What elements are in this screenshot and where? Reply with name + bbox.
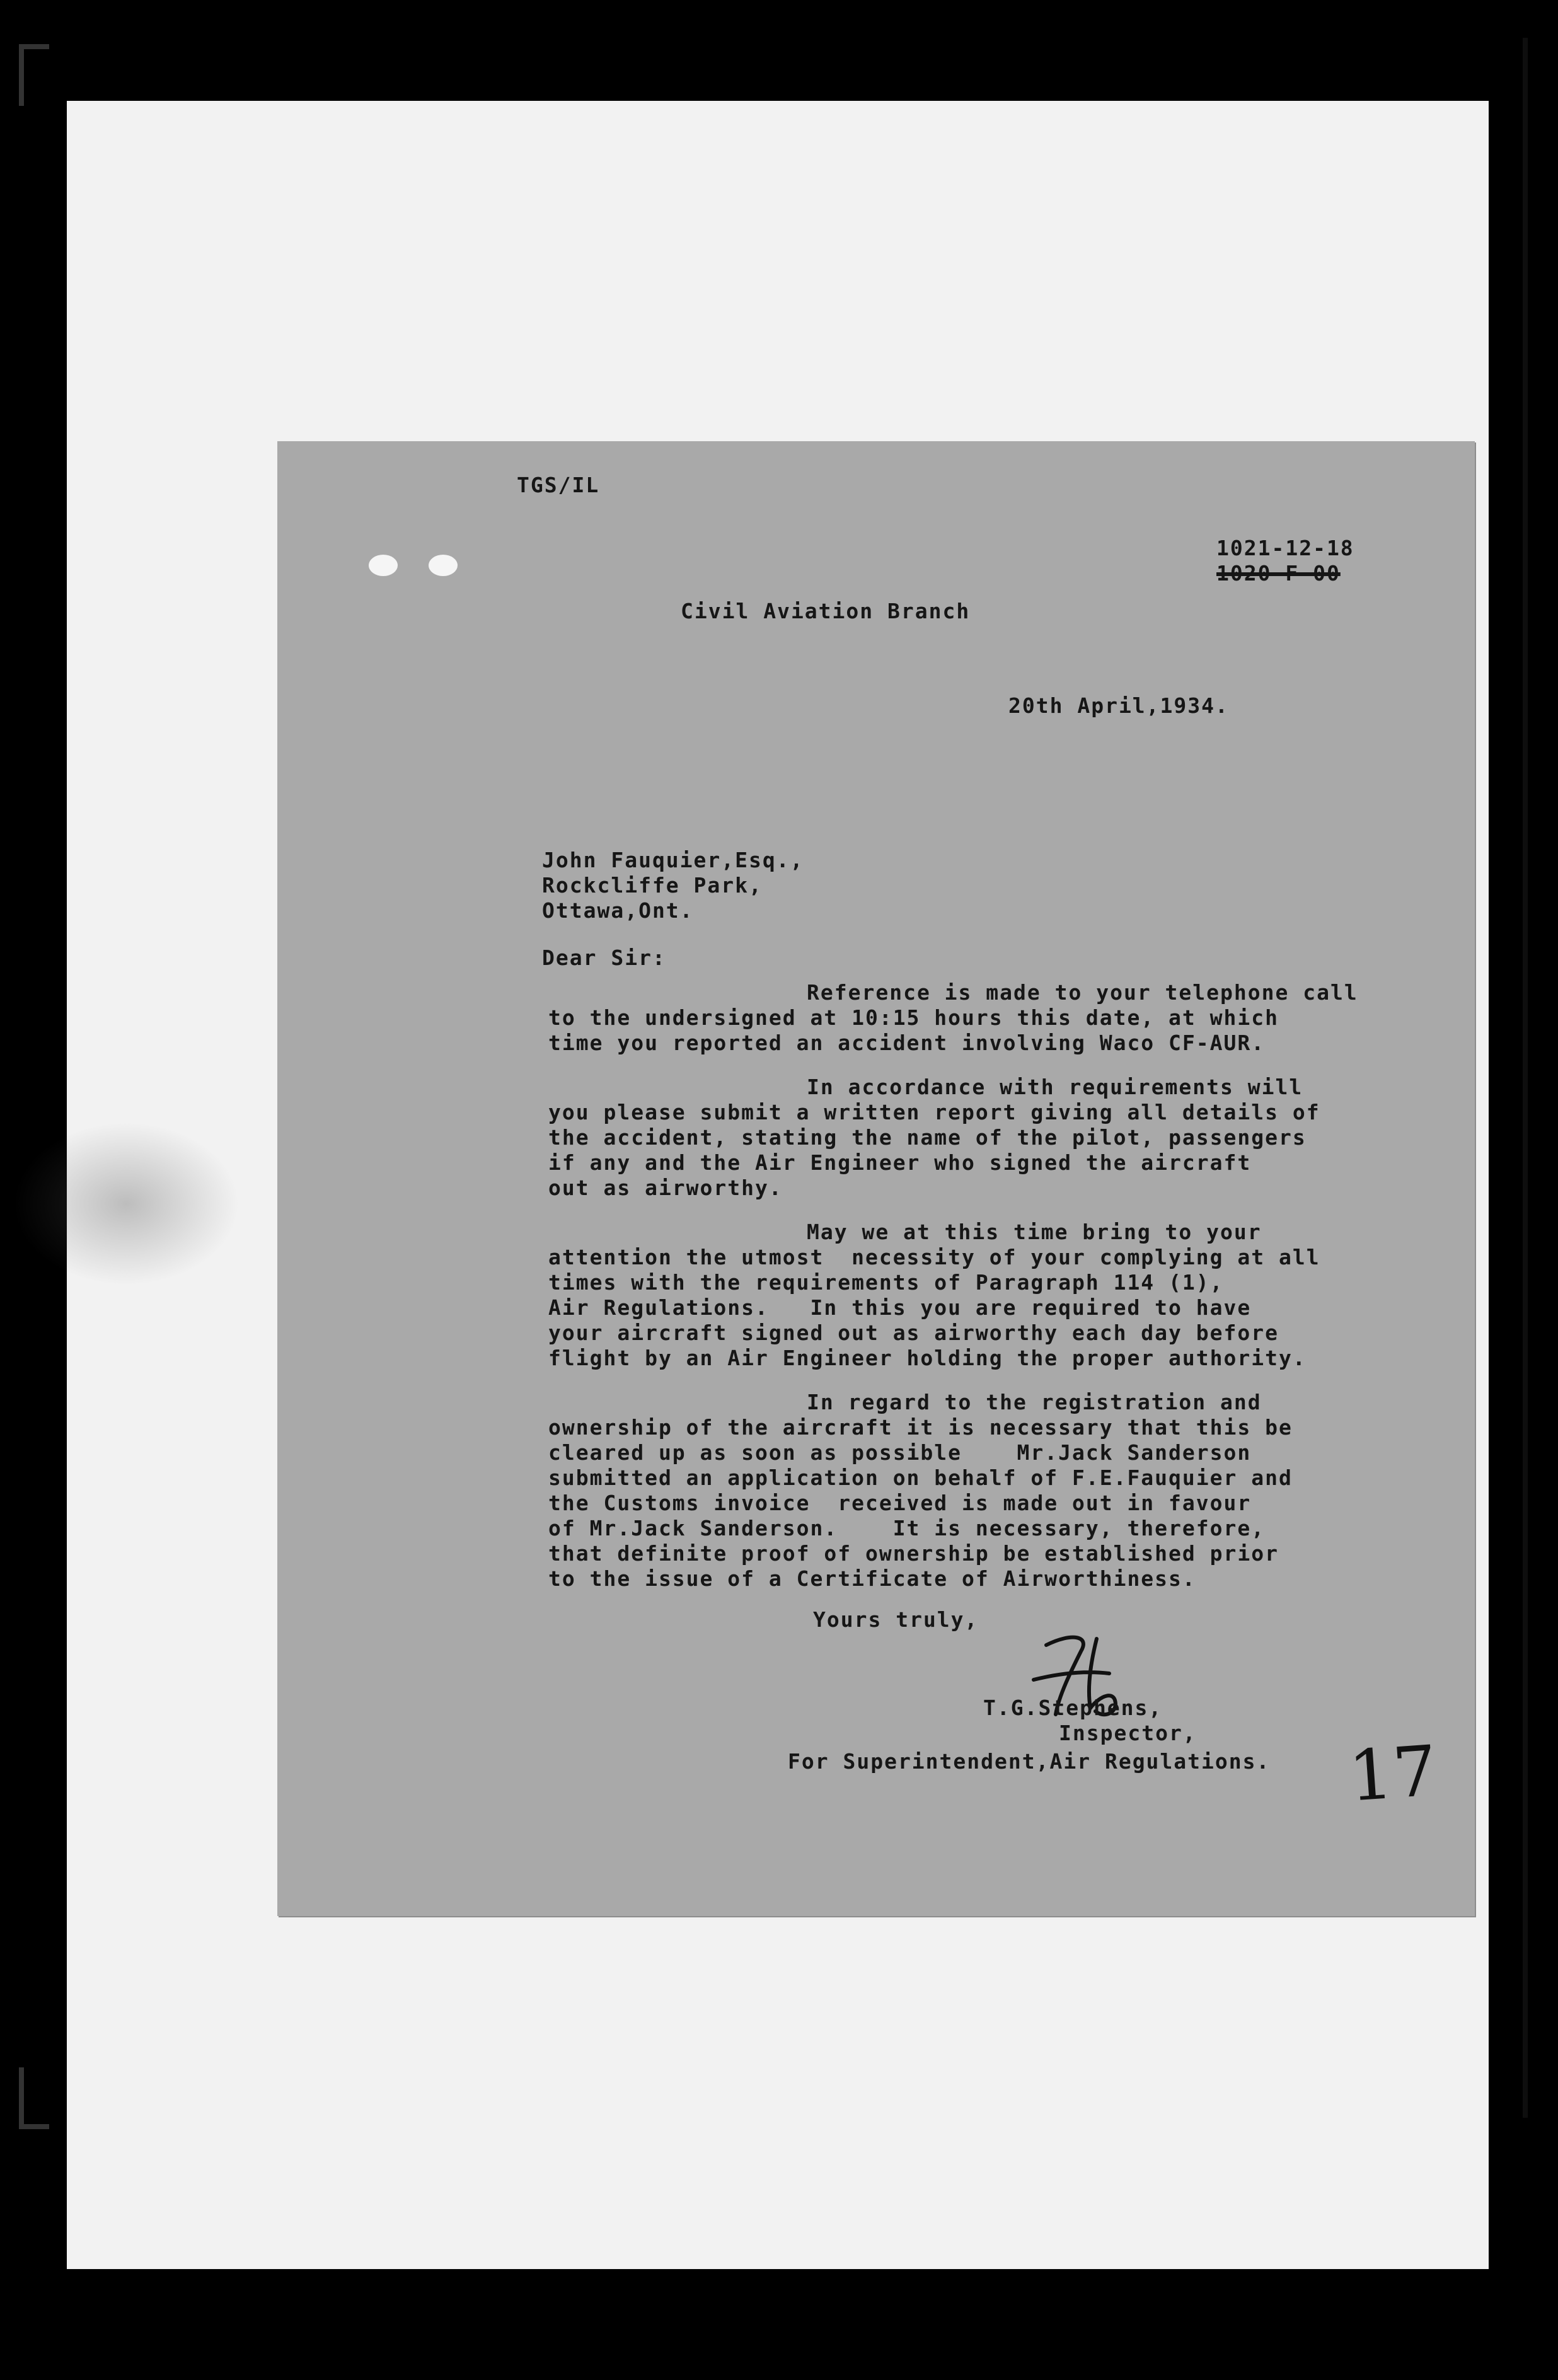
body-line: Reference is made to your telephone call xyxy=(807,980,1358,1005)
body-line: submitted an application on behalf of F.E.Fauquier and xyxy=(548,1465,1293,1490)
file-number: 1021-12-18 xyxy=(1216,536,1354,560)
body-line: your aircraft signed out as airworthy each day before xyxy=(548,1320,1279,1345)
body-line: flight by an Air Engineer holding the proper authority. xyxy=(548,1346,1307,1370)
body-line: attention the utmost necessity of your complying at all xyxy=(548,1245,1320,1269)
signer-name: T.G.Stephens, xyxy=(983,1695,1163,1720)
body-line: that definite proof of ownership be established prior xyxy=(548,1541,1279,1566)
body-line: to the undersigned at 10:15 hours this date, at which xyxy=(548,1005,1279,1030)
recipient-line: Ottawa,Ont. xyxy=(542,898,694,923)
film-edge-stripe xyxy=(1523,38,1528,2118)
body-line: out as airworthy. xyxy=(548,1176,783,1200)
body-line: Air Regulations. In this you are required to have xyxy=(548,1295,1252,1320)
body-line: ownership of the aircraft it is necessary that this be xyxy=(548,1415,1293,1440)
body-line: time you reported an accident involving Waco CF-AUR. xyxy=(548,1031,1266,1055)
body-line: of Mr.Jack Sanderson. It is necessary, therefore, xyxy=(548,1516,1266,1540)
closing: Yours truly, xyxy=(813,1607,979,1632)
letter-date: 20th April,1934. xyxy=(1008,693,1229,718)
typist-reference: TGS/IL xyxy=(517,473,600,497)
department-heading: Civil Aviation Branch xyxy=(681,599,971,623)
body-line: In accordance with requirements will xyxy=(807,1075,1303,1099)
handwritten-page-number: 17 xyxy=(1346,1730,1440,1817)
punch-hole xyxy=(369,555,398,576)
body-line: In regard to the registration and xyxy=(807,1390,1262,1414)
signer-title: Inspector, xyxy=(1059,1721,1197,1745)
recipient-line: Rockcliffe Park, xyxy=(542,873,763,898)
body-line: cleared up as soon as possible Mr.Jack Sanderson xyxy=(548,1440,1252,1465)
recipient-line: John Fauquier,Esq., xyxy=(542,848,804,872)
body-line: the Customs invoice received is made out in favour xyxy=(548,1491,1252,1515)
body-line: to the issue of a Certificate of Airworthiness. xyxy=(548,1566,1196,1591)
film-smudge xyxy=(13,1122,239,1286)
salutation: Dear Sir: xyxy=(542,945,666,970)
body-line: the accident, stating the name of the pilot, passengers xyxy=(548,1125,1307,1150)
file-number-struck: 1020-F-00 xyxy=(1216,561,1341,586)
body-line: you please submit a written report giving all details of xyxy=(548,1100,1320,1124)
crop-mark-bottom-left xyxy=(19,2067,49,2129)
signer-for-line: For Superintendent,Air Regulations. xyxy=(788,1749,1271,1774)
crop-mark-top-left xyxy=(19,44,49,106)
body-line: times with the requirements of Paragraph 114 (1), xyxy=(548,1270,1224,1295)
body-line: May we at this time bring to your xyxy=(807,1220,1262,1244)
punch-hole xyxy=(429,555,458,576)
body-line: if any and the Air Engineer who signed the aircraft xyxy=(548,1150,1252,1175)
letter-page xyxy=(277,441,1475,1916)
